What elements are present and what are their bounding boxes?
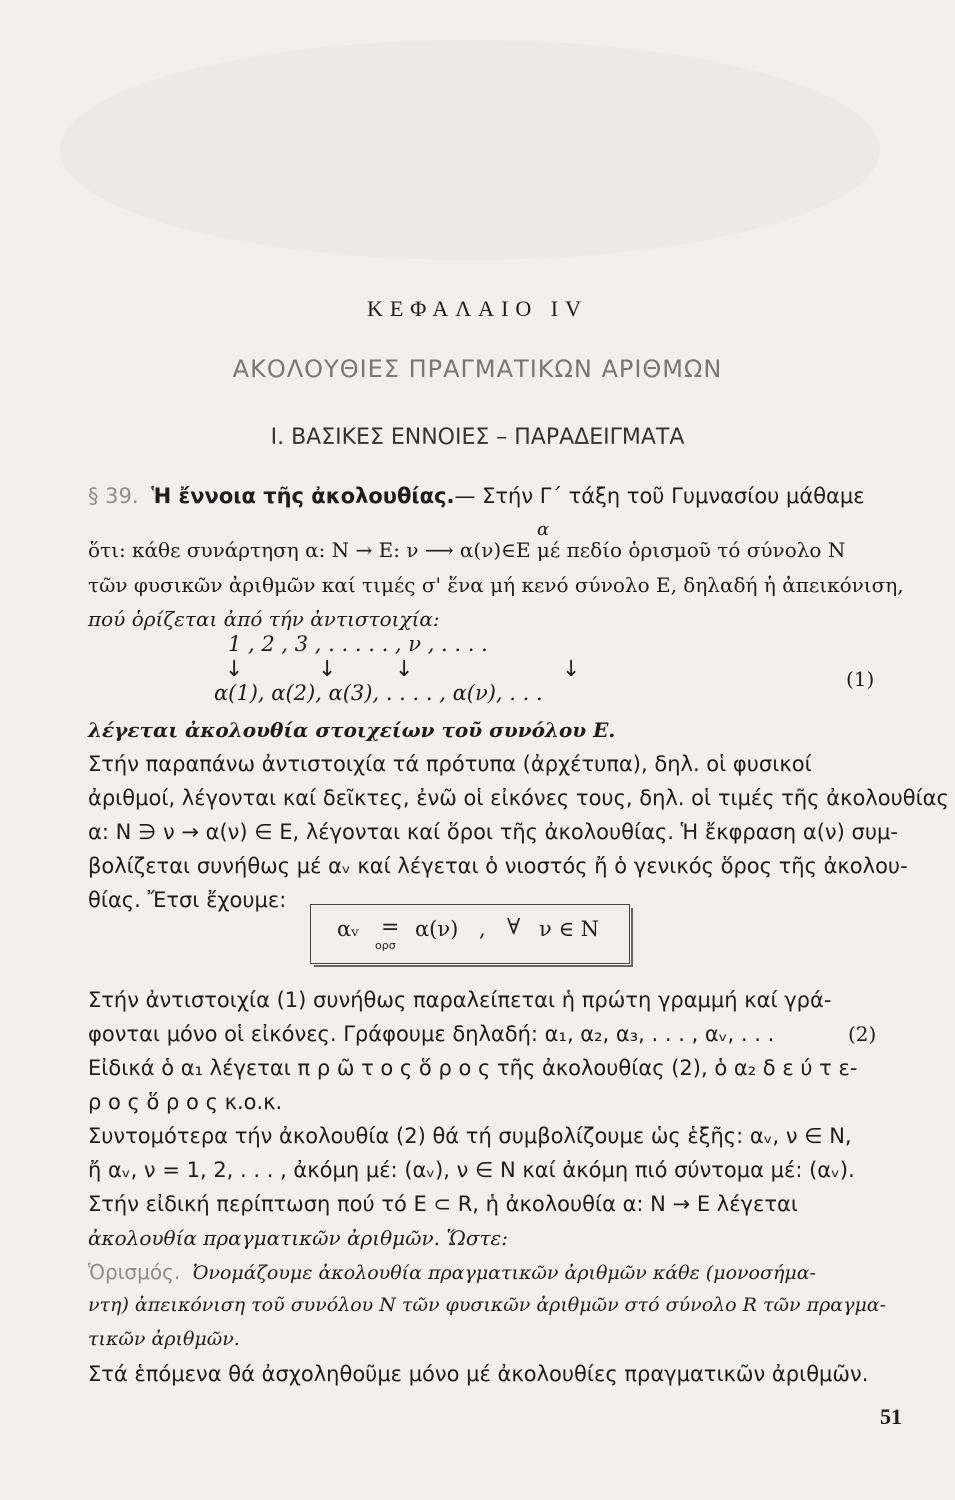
para4-line-2: ἀκολουθία πραγματικῶν ἀριθμῶν. Ὥστε: [88,1226,509,1250]
def-condition: ν ∈ N [539,917,600,941]
mapping-arrow-2: ↓ [318,657,337,682]
definition-text-1: Ὀνομάζουμε ἀκολουθία πραγματικῶν ἀριθμῶν κάθε (μονοσήμα- [192,1262,816,1284]
equation-number-1: (1) [846,667,875,691]
section-subtitle: Ι. ΒΑΣΙΚΕΣ ΕΝΝΟΙΕΣ – ΠΑΡΑΔΕΙΓΜΑΤΑ [270,425,685,450]
mapping-top-row: 1 , 2 , 3 , . . . . . , ν , . . . . [228,632,488,656]
def-comma: , [479,917,486,941]
section-intro: — Στήν Γ΄ τάξη τοῦ Γυμνασίου μάθαμε [454,484,865,508]
section-heading: Ἡ ἔννοια τῆς ἀκολουθίας. [151,484,455,508]
section-heading-line [88,484,865,508]
para3-line-1: Συντομότερα τήν ἀκολουθία (2) θά τή συμβολίζουμε ὡς ἑξῆς: αᵥ, ν ∈ N, [88,1124,852,1148]
def-forall: ∀ [507,915,521,940]
para1-line-4: βολίζεται συνήθως μέ αᵥ καί λέγεται ὁ νιοστός ἤ ὁ γενικός ὅρος τῆς ἀκολου- [88,854,908,878]
mapping-arrow-3: ↓ [395,657,414,682]
mapping-arrow-label: α [537,519,550,540]
definition-line-2: ντη) ἀπεικόνιση τοῦ συνόλου N τῶν φυσικῶν ἀριθμῶν στό σύνολο R τῶν πραγμα- [88,1294,887,1316]
def-lhs: αᵥ [337,917,360,941]
definition-label: Ὁρισμός. [88,1260,181,1284]
para2-line-1: Στήν ἀντιστοιχία (1) συνήθως παραλείπεται ἡ πρώτη γραμμή καί γρά- [88,988,832,1012]
page-number: 51 [880,1404,902,1429]
para2-line-2: φονται μόνο οἱ εἰκόνες. Γράφουμε δηλαδή: α₁, α₂, α₃, . . . , αᵥ, . . . [88,1022,775,1046]
equation-number-2: (2) [848,1022,877,1046]
intro-line-3: πού ὁρίζεται ἀπό τήν ἀντιστοιχία: [88,607,440,631]
chapter-title: ΑΚΟΛΟΥΘΙΕΣ ΠΡΑΓΜΑΤΙΚΩΝ ΑΡΙΘΜΩΝ [232,355,723,383]
sequence-definition-line: λέγεται ἀκολουθία στοιχείων τοῦ συνόλου E. [88,718,616,742]
intro-line-1: ὅτι: κάθε συνάρτηση α: N → E: ν ⟶ α(ν)∈E μέ πεδίο ὁρισμοῦ τό σύνολο N [88,538,846,562]
definition-box [310,904,630,964]
mapping-bottom-row: α(1), α(2), α(3), . . . . , α(ν), . . . [214,681,543,705]
para3-line-2: ἤ αᵥ, ν = 1, 2, . . . , ἀκόμη μέ: (αᵥ), ν ∈ N καί ἀκόμη πιό σύντομα μέ: (αᵥ). [88,1158,855,1182]
para4-line-1: Στήν εἰδική περίπτωση πού τό E ⊂ R, ἡ ἀκολουθία α: N → E λέγεται [88,1192,798,1216]
definition-line-1 [88,1260,816,1284]
para2-line-4: ρ ο ς ὅ ρ ο ς κ.ο.κ. [88,1090,283,1114]
mapping-arrow-4: ↓ [562,657,581,682]
mapping-arrow-1: ↓ [225,657,244,682]
para1-line-3: α: N ∋ ν → α(ν) ∈ E, λέγονται καί ὅροι τῆς ἀκολουθίας. Ἡ ἔκφραση α(ν) συμ- [88,820,898,844]
section-mark: § 39. [88,484,139,508]
para1-line-2: ἀριθμοί, λέγονται καί δεῖκτες, ἐνῶ οἱ εἰκόνες τους, δηλ. οἱ τιμές τῆς ἀκολουθίας [88,786,949,810]
para1-line-1: Στήν παραπάνω ἀντιστοιχία τά πρότυπα (ἀρχέτυπα), δηλ. οἱ φυσικοί [88,752,812,776]
paper-texture [60,40,880,260]
final-line: Στά ἑπόμενα θά ἀσχοληθοῦμε μόνο μέ ἀκολουθίες πραγματικῶν ἀριθμῶν. [88,1362,869,1386]
def-rhs: α(ν) [415,917,459,941]
definition-line-3: τικῶν ἀριθμῶν. [88,1328,240,1350]
para1-line-5: θίας. Ἔτσι ἔχουμε: [88,888,287,912]
intro-line-2: τῶν φυσικῶν ἀριθμῶν καί τιμές σ' ἕνα μή κενό σύνολο E, δηλαδή ἡ ἀπεικόνιση, [88,573,904,597]
para2-line-3: Εἰδικά ὁ α₁ λέγεται π ρ ῶ τ ο ς ὅ ρ ο ς τῆς ἀκολουθίας (2), ὁ α₂ δ ε ύ τ ε- [88,1056,858,1080]
chapter-heading: ΚΕΦΑΛΑΙΟ IV [366,296,588,321]
def-equals: = [381,915,400,940]
def-equals-sub: ορσ [375,939,396,952]
